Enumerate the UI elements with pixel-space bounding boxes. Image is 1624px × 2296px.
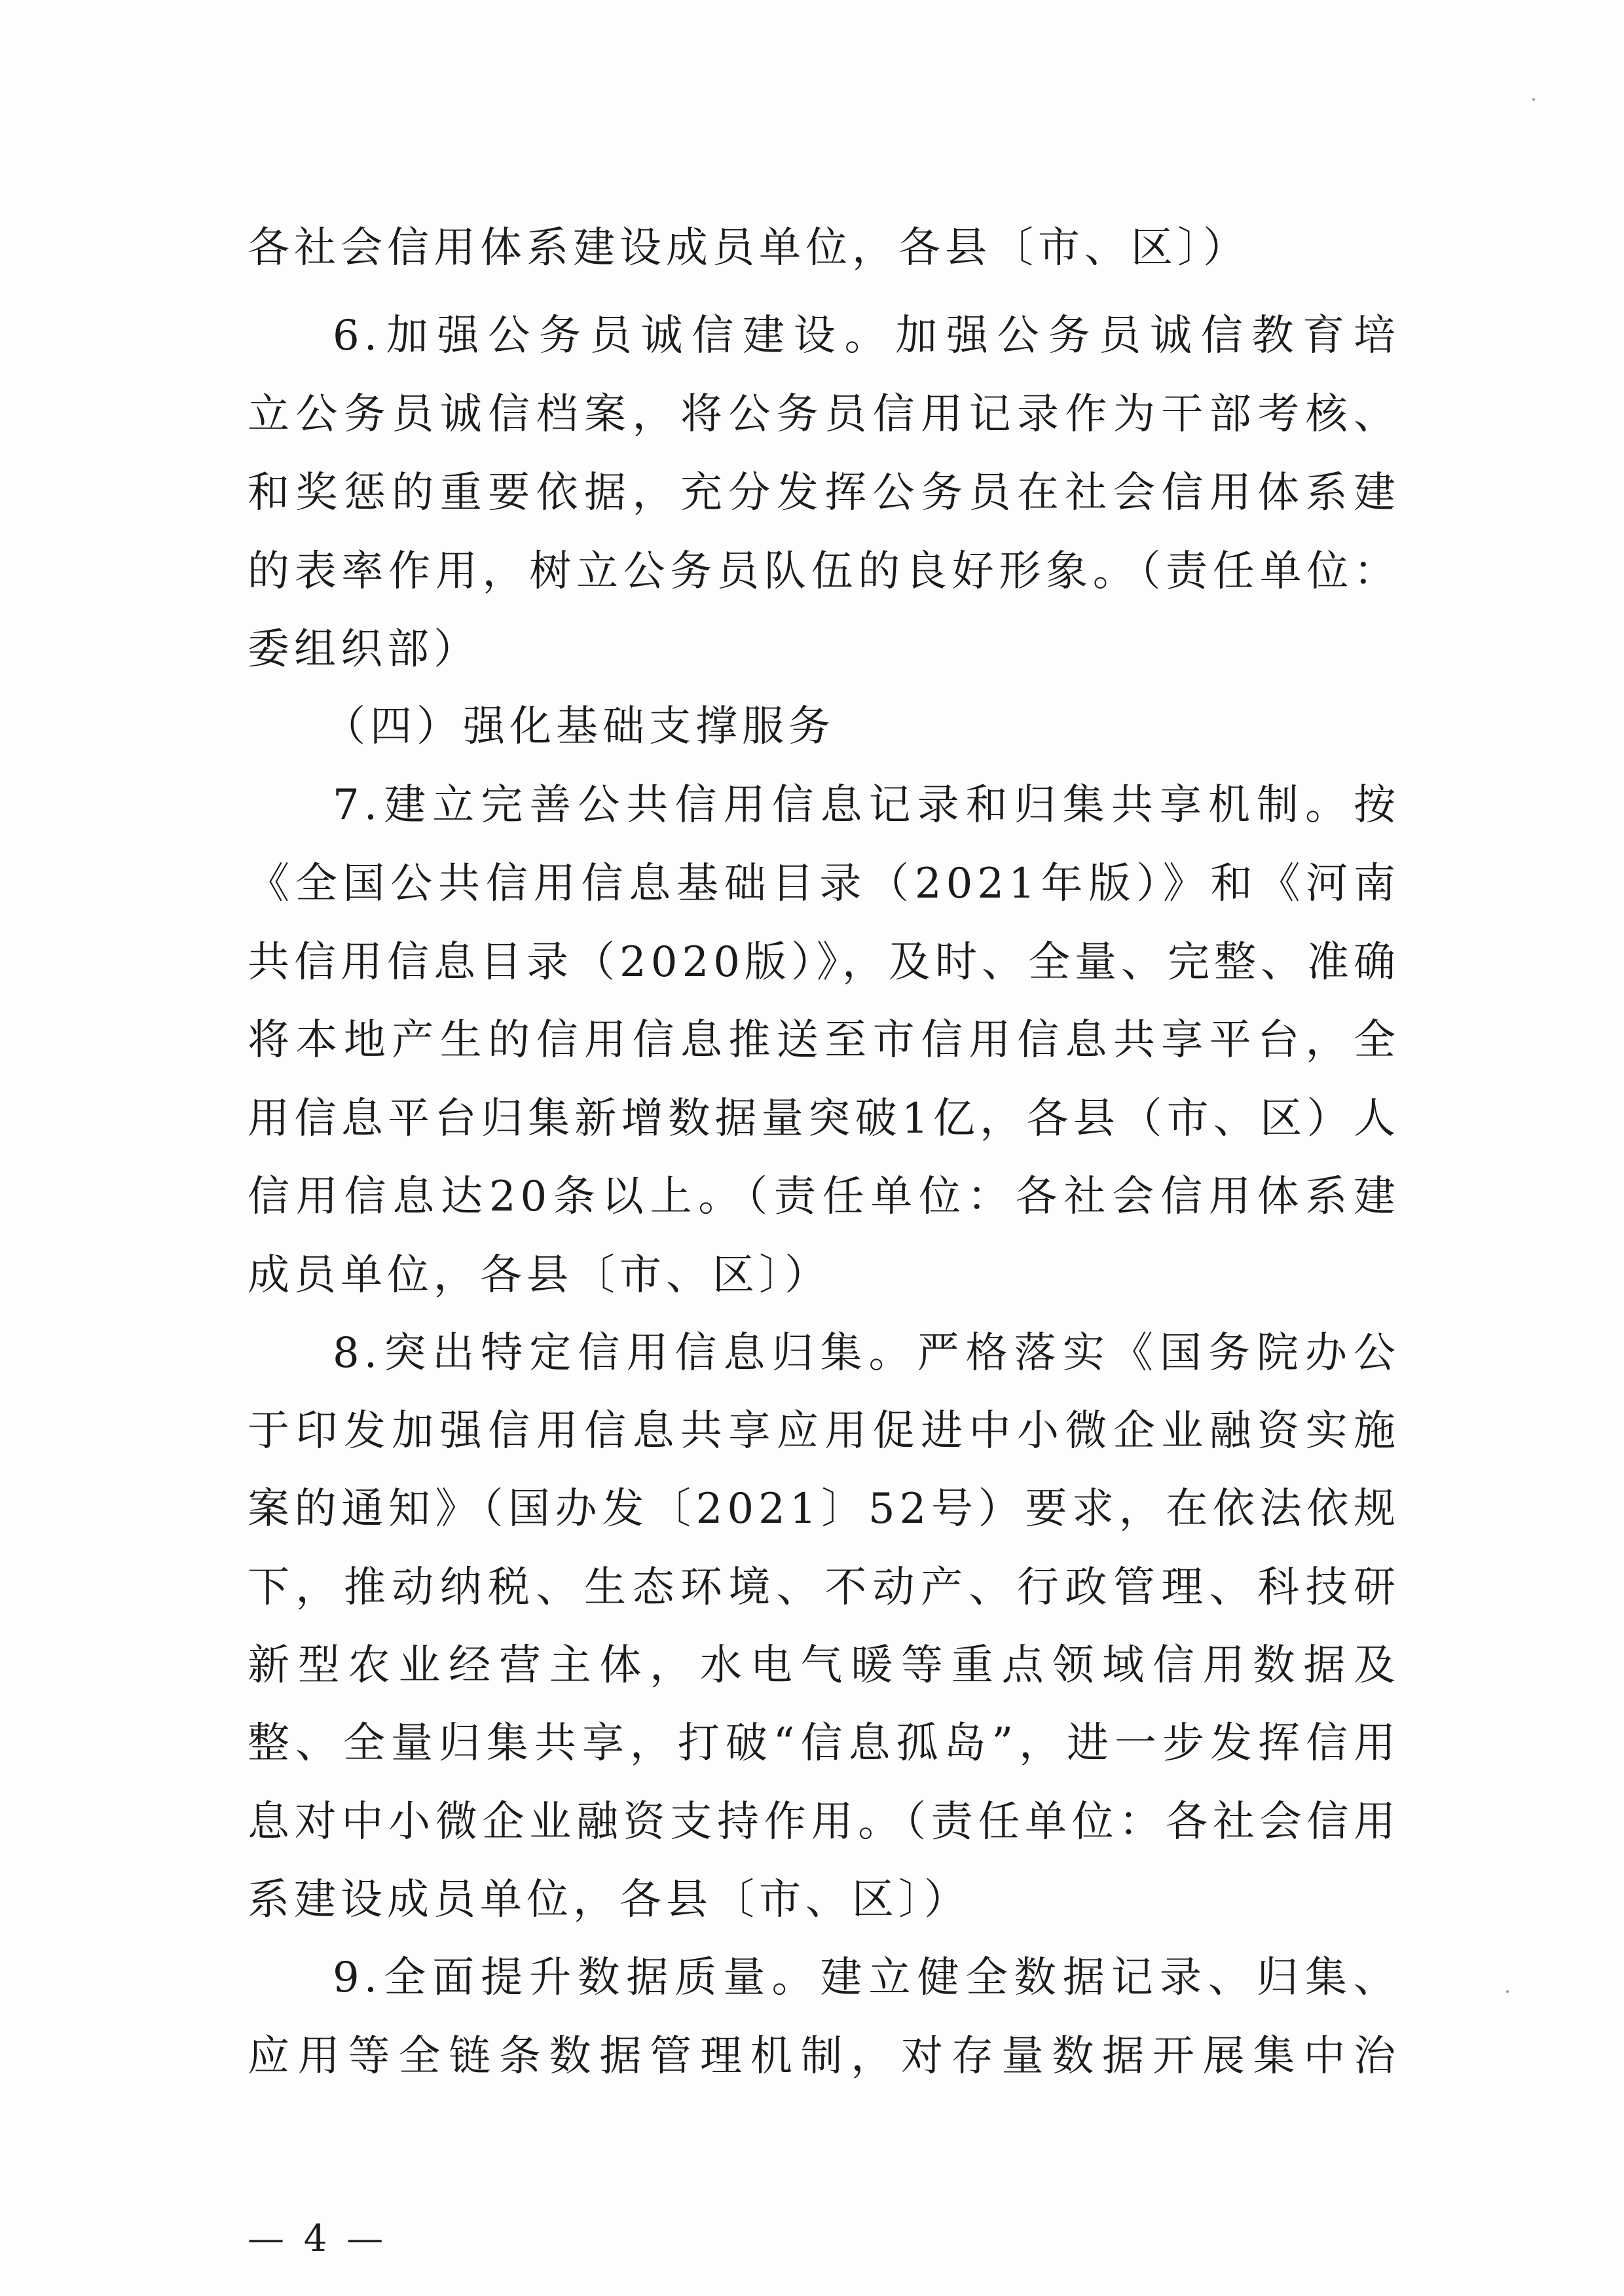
text-line: 8.突出特定信用信息归集。严格落实《国务院办公 [333,1330,1400,1377]
text-line: 案的通知》（国办发〔2021〕52号）要求，在依法依规 [248,1485,1400,1533]
text-line: 应用等全链条数据管理机制，对存量数据开展集中治 [248,2033,1400,2080]
scan-speck [1506,1990,1509,1993]
text-line: 各社会信用体系建设成员单位，各县〔市、区〕） [248,225,1249,272]
text-line: 成员单位，各县〔市、区〕） [248,1252,831,1299]
text-line: 立公务员诚信档案，将公务员信用记录作为干部考核、 [248,391,1400,438]
text-line: 9.全面提升数据质量。建立健全数据记录、归集、 [333,1954,1400,2001]
text-line: 委组织部） [248,626,480,673]
text-line: 共信用信息目录（2020版）》，及时、全量、完整、准确 [248,939,1400,986]
text-line: 于印发加强信用信息共享应用促进中小微企业融资实施 [248,1408,1400,1455]
text-line: 信用信息达20条以上。（责任单位：各社会信用体系建 [248,1173,1400,1220]
scan-speck [1532,98,1535,101]
text-line: 的表率作用，树立公务员队伍的良好形象。（责任单位： [248,548,1400,595]
section-heading: （四）强化基础支撑服务 [323,703,835,750]
text-line: 7.建立完善公共信用信息记录和归集共享机制。按 [333,782,1400,829]
text-line: 和奖惩的重要依据，充分发挥公务员在社会信用体系建 [248,469,1400,517]
text-line: 新型农业经营主体，水电气暖等重点领域信用数据及 [248,1642,1400,1689]
text-line: 整、全量归集共享，打破“信息孤岛”，进一步发挥信用 [248,1720,1400,1767]
text-line: 下，推动纳税、生态环境、不动产、行政管理、科技研 [248,1564,1400,1611]
text-line: 用信息平台归集新增数据量突破1亿，各县（市、区）人 [248,1095,1400,1142]
text-line: 息对中小微企业融资支持作用。（责任单位：各社会信用 [248,1798,1400,1846]
text-line: 系建设成员单位，各县〔市、区〕） [248,1876,970,1923]
text-line: 6.加强公务员诚信建设。加强公务员诚信教育培 [333,312,1400,359]
text-line: 《全国公共信用信息基础目录（2021年版）》和《河南 [248,860,1400,907]
text-line: 将本地产生的信用信息推送至市信用信息共享平台，全 [248,1017,1400,1064]
page-number: — 4 — [248,2217,388,2260]
